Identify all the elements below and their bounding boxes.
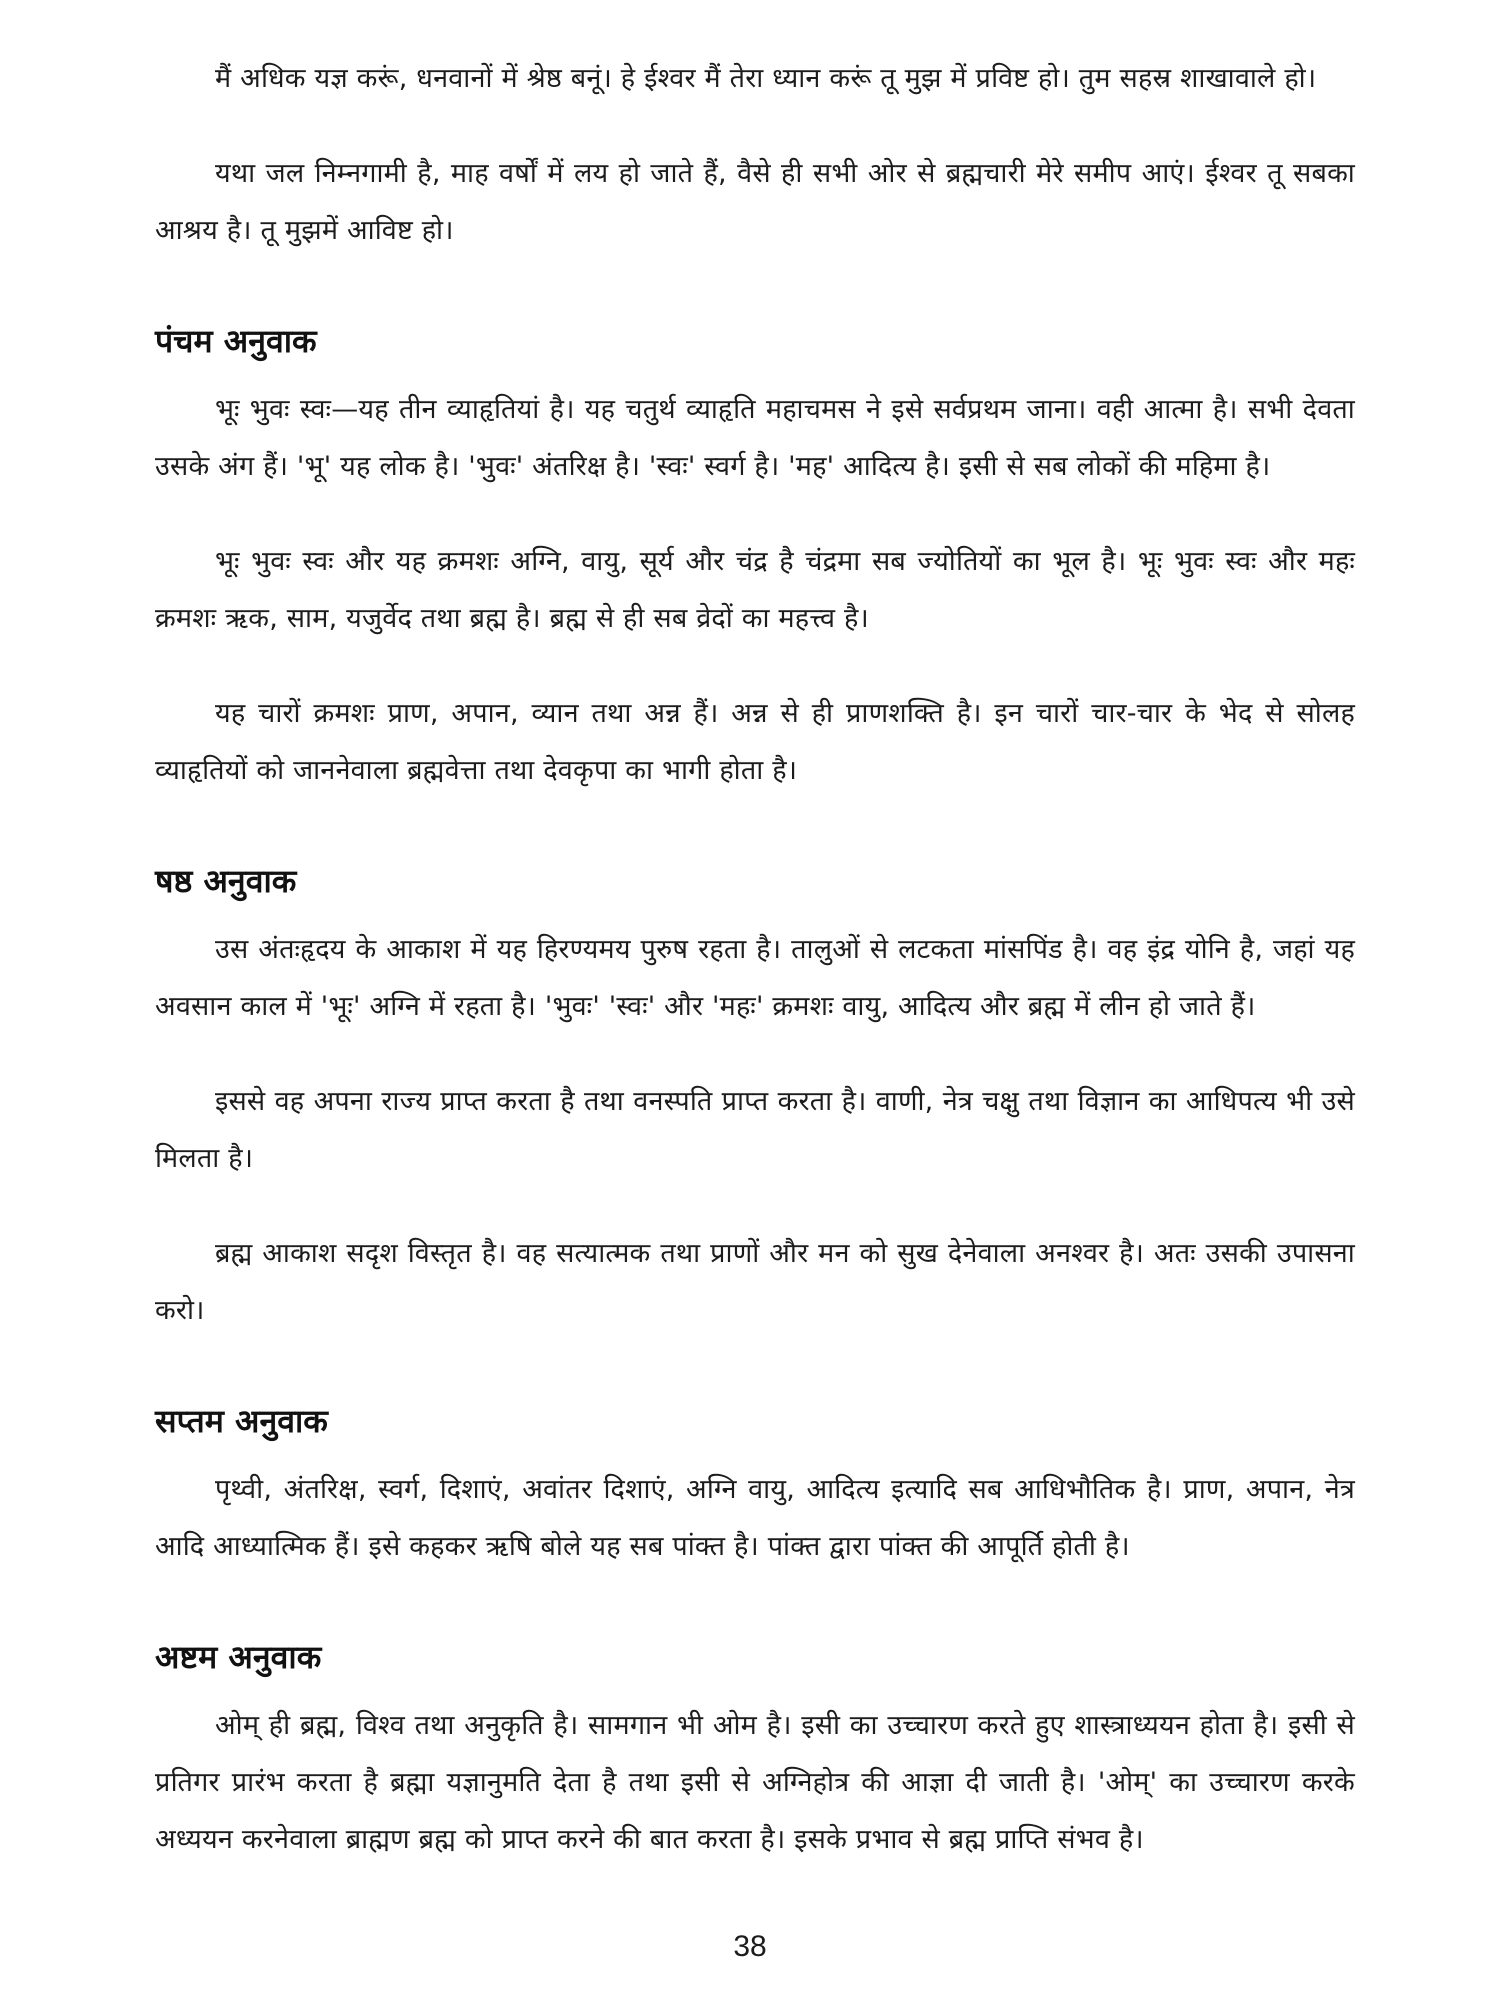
book-page bbox=[155, 50, 1355, 1990]
shashth-paragraph-3: ब्रह्म आकाश सदृश विस्तृत है। वह सत्यात्मक तथा प्राणों और मन को सुख देनेवाला अनश्वर है। अतः उसकी उपासना करो। bbox=[155, 1238, 1355, 1326]
shashth-paragraph-1: उस अंतःहृदय के आकाश में यह हिरण्यमय पुरुष रहता है। तालुओं से लटकता मांसपिंड है। वह इंद्र योनि है, जहां यह अवसान काल में 'भूः' अग्नि में रहता है। 'भुवः' 'स्वः' और 'महः' क्रमशः वायु, आदित्य और ब्रह्म में लीन हो जाते हैं। bbox=[155, 934, 1355, 1022]
page-number: 38 bbox=[733, 1930, 767, 1963]
section-heading-pancham: पंचम अनुवाक bbox=[155, 322, 317, 360]
saptam-paragraph-1: पृथ्वी, अंतरिक्ष, स्वर्ग, दिशाएं, अवांतर दिशाएं, अग्नि वायु, आदित्य इत्यादि सब आधिभौतिक है। प्राण, अपान, नेत्र आदि आध्यात्मिक हैं। इसे कहकर ऋषि बोले यह सब पांक्त है। पांक्त द्वारा पांक्त की आपूर्ति होती है। bbox=[155, 1474, 1355, 1562]
pancham-paragraph-2: भूः भुवः स्वः और यह क्रमशः अग्नि, वायु, सूर्य और चंद्र है चंद्रमा सब ज्योतियों का भूल है। भूः भुवः स्वः और महः क्रमशः ऋक, साम, यजुर्वेद तथा ब्रह्म है। ब्रह्म से ही सब व्रेदों का महत्त्व है। bbox=[155, 546, 1355, 634]
ashtam-paragraph-1: ओम् ही ब्रह्म, विश्व तथा अनुकृति है। सामगान भी ओम है। इसी का उच्चारण करते हुए शास्त्राध्ययन होता है। इसी से प्रतिगर प्रारंभ करता है ब्रह्मा यज्ञानुमति देता है तथा इसी से अग्निहोत्र की आज्ञा दी जाती है। 'ओम्' का उच्चारण करके अध्ययन करनेवाला ब्राह्मण ब्रह्म को प्राप्त करने की बात करता है। इसके प्रभाव से ब्रह्म प्राप्ति संभव है। bbox=[155, 1710, 1356, 1855]
section-heading-shashth: षष्ठ अनुवाक bbox=[155, 862, 297, 900]
section-heading-ashtam: अष्टम अनुवाक bbox=[155, 1638, 322, 1676]
shashth-paragraph-2: इससे वह अपना राज्य प्राप्त करता है तथा वनस्पति प्राप्त करता है। वाणी, नेत्र चक्षु तथा विज्ञान का आधिपत्य भी उसे मिलता है। bbox=[155, 1086, 1355, 1174]
pancham-paragraph-3: यह चारों क्रमशः प्राण, अपान, व्यान तथा अन्न हैं। अन्न से ही प्राणशक्ति है। इन चारों चार-चार के भेद से सोलह व्याहृतियों को जाननेवाला ब्रह्मवेत्ता तथा देवकृपा का भागी होता है। bbox=[155, 698, 1355, 786]
section-heading-saptam: सप्तम अनुवाक bbox=[155, 1402, 328, 1440]
intro-paragraph-2: यथा जल निम्नगामी है, माह वर्षों में लय हो जाते हैं, वैसे ही सभी ओर से ब्रह्मचारी मेरे समीप आएं। ईश्वर तू सबका आश्रय है। तू मुझमें आविष्ट हो। bbox=[155, 158, 1355, 246]
intro-paragraph-1: मैं अधिक यज्ञ करूं, धनवानों में श्रेष्ठ बनूं। हे ईश्वर मैं तेरा ध्यान करूं तू मुझ में प्रविष्ट हो। तुम सहस्र शाखावाले हो। bbox=[215, 63, 1317, 94]
pancham-paragraph-1: भूः भुवः स्वः—यह तीन व्याहृतियां है। यह चतुर्थ व्याहृति महाचमस ने इसे सर्वप्रथम जाना। वही आत्मा है। सभी देवता उसके अंग हैं। 'भू' यह लोक है। 'भुवः' अंतरिक्ष है। 'स्वः' स्वर्ग है। 'मह' आदित्य है। इसी से सब लोकों की महिमा है। bbox=[155, 394, 1355, 482]
